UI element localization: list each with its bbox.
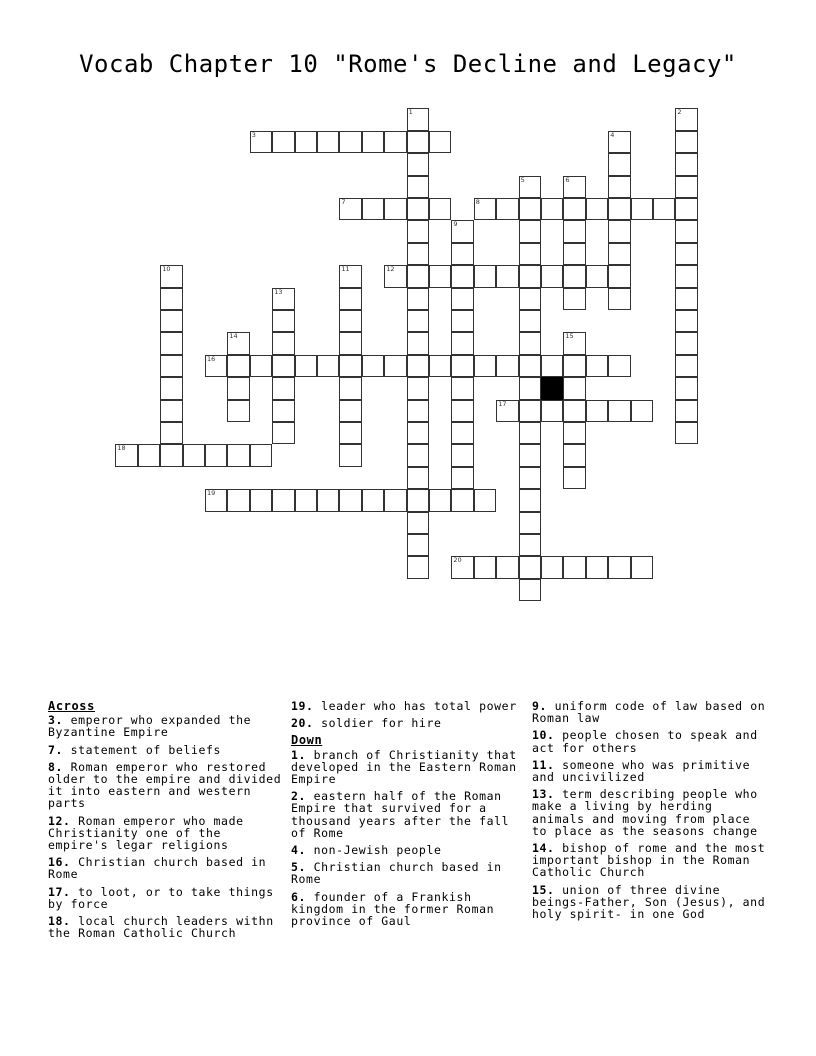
clue-across-19: 19. leader who has total power	[291, 699, 517, 713]
grid-cell[interactable]	[407, 220, 429, 242]
grid-cell[interactable]	[160, 265, 182, 287]
grid-cell[interactable]	[339, 288, 361, 310]
grid-cell[interactable]	[272, 400, 294, 422]
grid-cell[interactable]	[451, 422, 473, 444]
grid-cell[interactable]	[160, 400, 182, 422]
grid-cell[interactable]	[339, 265, 361, 287]
clue-across-20: 20. soldier for hire	[291, 716, 442, 731]
grid-cell[interactable]	[541, 556, 563, 578]
clue-down-13: 13. term describing people who make a living by herding animals and moving from place to place as the seasons change	[532, 787, 758, 838]
grid-cell[interactable]	[586, 355, 608, 377]
grid-cell[interactable]	[519, 377, 541, 399]
grid-cell[interactable]	[519, 512, 541, 534]
grid-cell[interactable]	[160, 310, 182, 332]
black-cell	[541, 377, 563, 399]
grid-cell[interactable]	[384, 265, 406, 287]
grid-cell[interactable]	[519, 534, 541, 556]
grid-cell[interactable]	[675, 288, 697, 310]
grid-cell[interactable]	[451, 220, 473, 242]
clue-number: 1	[408, 108, 413, 117]
grid-cell[interactable]	[653, 198, 675, 220]
grid-cell[interactable]	[250, 355, 272, 377]
grid-cell[interactable]	[519, 422, 541, 444]
grid-cell[interactable]	[160, 355, 182, 377]
clue-across-7: 7. statement of beliefs	[48, 742, 222, 757]
grid-cell[interactable]	[295, 355, 317, 377]
grid-cell[interactable]	[384, 355, 406, 377]
grid-cell[interactable]	[563, 355, 585, 377]
grid-cell[interactable]	[160, 288, 182, 310]
clue-across-17: 17. to loot, or to take things by force	[48, 884, 274, 911]
grid-cell[interactable]	[384, 489, 406, 511]
clue-number: 9	[453, 220, 458, 229]
grid-cell[interactable]	[519, 220, 541, 242]
grid-cell[interactable]	[675, 131, 697, 153]
grid-cell[interactable]	[407, 332, 429, 354]
page-title: Vocab Chapter 10 "Rome's Decline and Legacy"	[79, 50, 737, 78]
grid-cell[interactable]	[451, 288, 473, 310]
clue-number: 11	[341, 265, 350, 274]
grid-cell[interactable]	[519, 489, 541, 511]
clue-down-4: 4. non-Jewish people	[291, 843, 442, 858]
grid-cell[interactable]	[474, 265, 496, 287]
grid-cell[interactable]	[227, 377, 249, 399]
clue-number: 7	[341, 198, 346, 206]
clue-number: 19	[207, 489, 216, 498]
grid-cell[interactable]	[496, 265, 518, 287]
grid-cell[interactable]	[205, 355, 227, 377]
clue-down-14: 14. bishop of rome and the most important bishop in the Roman Catholic Church	[532, 841, 766, 880]
grid-cell[interactable]	[608, 220, 630, 242]
clue-down-2: 2. eastern half of the Roman Empire that survived for a thousand years after the fall of Rome	[291, 789, 510, 840]
grid-cell[interactable]	[339, 422, 361, 444]
grid-cell[interactable]	[608, 243, 630, 265]
clue-number: 6	[565, 175, 570, 184]
grid-cell[interactable]	[451, 400, 473, 422]
grid-cell[interactable]	[407, 467, 429, 489]
grid-cell[interactable]	[407, 176, 429, 198]
grid-cell[interactable]	[227, 332, 249, 354]
grid-cell[interactable]	[384, 198, 406, 220]
grid-cell[interactable]	[407, 153, 429, 175]
grid-cell[interactable]	[227, 489, 249, 511]
clue-number: 13	[274, 287, 283, 296]
grid-cell[interactable]	[675, 265, 697, 287]
grid-cell[interactable]	[339, 355, 361, 377]
grid-cell[interactable]	[272, 131, 294, 153]
grid-cell[interactable]	[451, 444, 473, 466]
clue-down-1: 1. branch of Christianity that developed in the Eastern Roman Empire	[291, 747, 517, 787]
grid-cell[interactable]	[407, 355, 429, 377]
grid-cell[interactable]	[339, 332, 361, 354]
grid-cell[interactable]	[451, 467, 473, 489]
grid-cell[interactable]	[407, 400, 429, 422]
grid-cell[interactable]	[407, 288, 429, 310]
grid-cell[interactable]	[519, 556, 541, 578]
grid-cell[interactable]	[675, 377, 697, 399]
grid-cell[interactable]	[474, 489, 496, 511]
grid-cell[interactable]	[227, 355, 249, 377]
grid-cell[interactable]	[429, 131, 451, 153]
clue-number: 17	[498, 399, 507, 408]
grid-cell[interactable]	[474, 198, 496, 220]
grid-cell[interactable]	[362, 198, 384, 220]
grid-cell[interactable]	[339, 400, 361, 422]
grid-cell[interactable]	[586, 265, 608, 287]
grid-cell[interactable]	[608, 176, 630, 198]
clue-down-9: 9. uniform code of law based on Roman law	[532, 699, 766, 726]
grid-cell[interactable]	[519, 265, 541, 287]
grid-cell[interactable]	[608, 355, 630, 377]
clue-across-3: 3. emperor who expanded the Byzantine Empire	[48, 713, 252, 740]
grid-cell[interactable]	[496, 400, 518, 422]
grid-cell[interactable]	[272, 310, 294, 332]
grid-cell[interactable]	[563, 467, 585, 489]
grid-cell[interactable]	[339, 310, 361, 332]
grid-cell[interactable]	[563, 377, 585, 399]
grid-cell[interactable]	[541, 198, 563, 220]
grid-cell[interactable]	[160, 377, 182, 399]
grid-cell[interactable]	[586, 400, 608, 422]
clue-number: 15	[565, 332, 574, 341]
grid-cell[interactable]	[407, 444, 429, 466]
clue-number: 2	[677, 108, 682, 117]
grid-cell[interactable]	[631, 556, 653, 578]
grid-cell[interactable]	[586, 198, 608, 220]
grid-cell[interactable]	[563, 265, 585, 287]
grid-cell[interactable]	[608, 153, 630, 175]
grid-cell[interactable]	[675, 176, 697, 198]
grid-cell[interactable]	[541, 400, 563, 422]
grid-cell[interactable]	[451, 556, 473, 578]
grid-cell[interactable]	[474, 556, 496, 578]
clue-number: 8	[475, 198, 480, 206]
clues-column-1	[48, 700, 286, 944]
grid-cell[interactable]	[519, 288, 541, 310]
grid-cell[interactable]	[451, 243, 473, 265]
grid-cell[interactable]	[407, 243, 429, 265]
clues-column-2	[291, 700, 529, 932]
clue-across-12: 12. Roman emperor who made Christianity one of the empire's legar religions	[48, 813, 244, 853]
grid-cell[interactable]	[541, 355, 563, 377]
grid-cell[interactable]	[407, 198, 429, 220]
clue-number: 12	[386, 265, 395, 274]
grid-cell[interactable]	[451, 310, 473, 332]
grid-cell[interactable]	[339, 131, 361, 153]
grid-cell[interactable]	[362, 355, 384, 377]
grid-cell[interactable]	[429, 489, 451, 511]
grid-cell[interactable]	[563, 444, 585, 466]
clue-down-10: 10. people chosen to speak and act for others	[532, 728, 758, 755]
grid-cell[interactable]	[675, 310, 697, 332]
grid-cell[interactable]	[519, 310, 541, 332]
grid-cell[interactable]	[541, 265, 563, 287]
grid-cell[interactable]	[563, 220, 585, 242]
grid-cell[interactable]	[317, 131, 339, 153]
clue-number: 3	[251, 130, 256, 139]
grid-cell[interactable]	[675, 220, 697, 242]
grid-cell[interactable]	[429, 265, 451, 287]
grid-cell[interactable]	[563, 176, 585, 198]
grid-cell[interactable]	[407, 131, 429, 153]
grid-cell[interactable]	[519, 243, 541, 265]
grid-cell[interactable]	[563, 243, 585, 265]
grid-cell[interactable]	[519, 400, 541, 422]
grid-cell[interactable]	[250, 131, 272, 153]
grid-cell[interactable]	[407, 556, 429, 578]
grid-cell[interactable]	[474, 355, 496, 377]
grid-cell[interactable]	[496, 355, 518, 377]
clue-down-11: 11. someone who was primitive and uncivilized	[532, 757, 751, 785]
grid-cell[interactable]	[675, 400, 697, 422]
grid-cell[interactable]	[631, 400, 653, 422]
grid-cell[interactable]	[115, 444, 137, 466]
clue-down-15: 15. union of three divine beings-Father, Son (Jesus), and holy spirit- in one God	[532, 882, 766, 922]
grid-cell[interactable]	[451, 265, 473, 287]
grid-cell[interactable]	[563, 556, 585, 578]
grid-cell[interactable]	[227, 400, 249, 422]
clue-across-18: 18. local church leaders withn the Roman Catholic Church	[48, 914, 274, 941]
grid-cell[interactable]	[608, 400, 630, 422]
clue-number: 18	[117, 444, 126, 453]
grid-cell[interactable]	[160, 332, 182, 354]
grid-cell[interactable]	[272, 332, 294, 354]
grid-cell[interactable]	[675, 355, 697, 377]
grid-cell[interactable]	[407, 489, 429, 511]
grid-cell[interactable]	[608, 198, 630, 220]
grid-cell[interactable]	[586, 556, 608, 578]
grid-cell[interactable]	[160, 444, 182, 466]
grid-cell[interactable]	[631, 198, 653, 220]
grid-cell[interactable]	[407, 422, 429, 444]
grid-cell[interactable]	[451, 332, 473, 354]
grid-cell[interactable]	[608, 288, 630, 310]
grid-cell[interactable]	[519, 579, 541, 601]
clue-down-6: 6. founder of a Frankish kingdom in the former Roman province of Gaul	[291, 889, 495, 929]
clue-number: 10	[162, 265, 171, 274]
grid-cell[interactable]	[675, 153, 697, 175]
grid-cell[interactable]	[519, 198, 541, 220]
grid-cell[interactable]	[272, 422, 294, 444]
grid-cell[interactable]	[272, 355, 294, 377]
grid-cell[interactable]	[183, 444, 205, 466]
grid-cell[interactable]	[407, 377, 429, 399]
grid-cell[interactable]	[295, 489, 317, 511]
down-header: Down	[291, 733, 323, 748]
clue-across-8: 8. Roman emperor who restored older to the empire and divided it into eastern and western parts	[48, 759, 282, 811]
grid-cell[interactable]	[138, 444, 160, 466]
grid-cell[interactable]	[407, 265, 429, 287]
clue-number: 5	[520, 175, 525, 184]
grid-cell[interactable]	[675, 332, 697, 354]
grid-cell[interactable]	[563, 332, 585, 354]
grid-cell[interactable]	[519, 467, 541, 489]
grid-cell[interactable]	[451, 489, 473, 511]
grid-cell[interactable]	[451, 377, 473, 399]
grid-cell[interactable]	[519, 332, 541, 354]
grid-cell[interactable]	[519, 444, 541, 466]
grid-cell[interactable]	[384, 131, 406, 153]
grid-cell[interactable]	[429, 198, 451, 220]
grid-cell[interactable]	[407, 512, 429, 534]
grid-cell[interactable]	[675, 243, 697, 265]
grid-cell[interactable]	[675, 422, 697, 444]
grid-cell[interactable]	[205, 444, 227, 466]
grid-cell[interactable]	[675, 198, 697, 220]
grid-cell[interactable]	[250, 444, 272, 466]
grid-cell[interactable]	[519, 176, 541, 198]
grid-cell[interactable]	[362, 131, 384, 153]
crossword-grid	[116, 109, 700, 603]
grid-cell[interactable]	[339, 489, 361, 511]
grid-cell[interactable]	[563, 400, 585, 422]
grid-cell[interactable]	[205, 489, 227, 511]
clue-number: 14	[229, 332, 238, 341]
grid-cell[interactable]	[317, 355, 339, 377]
grid-cell[interactable]	[272, 288, 294, 310]
grid-cell[interactable]	[563, 198, 585, 220]
clue-number: 4	[610, 130, 615, 139]
grid-cell[interactable]	[429, 355, 451, 377]
grid-cell[interactable]	[339, 377, 361, 399]
clue-down-5: 5. Christian church based in Rome	[291, 860, 502, 887]
grid-cell[interactable]	[317, 489, 339, 511]
across-header: Across	[48, 699, 95, 713]
grid-cell[interactable]	[407, 310, 429, 332]
grid-cell[interactable]	[295, 131, 317, 153]
grid-cell[interactable]	[339, 444, 361, 466]
grid-cell[interactable]	[675, 108, 697, 130]
clue-across-16: 16. Christian church based in Rome	[48, 855, 267, 882]
grid-cell[interactable]	[519, 355, 541, 377]
grid-cell[interactable]	[496, 198, 518, 220]
clue-number: 20	[453, 556, 462, 565]
clues-column-3	[532, 700, 770, 925]
grid-cell[interactable]	[160, 422, 182, 444]
grid-cell[interactable]	[563, 422, 585, 444]
grid-cell[interactable]	[339, 198, 361, 220]
grid-cell[interactable]	[451, 355, 473, 377]
grid-cell[interactable]	[272, 489, 294, 511]
clue-number: 16	[207, 354, 216, 363]
grid-cell[interactable]	[407, 108, 429, 130]
grid-cell[interactable]	[496, 556, 518, 578]
grid-cell[interactable]	[608, 556, 630, 578]
grid-cell[interactable]	[407, 534, 429, 556]
grid-cell[interactable]	[227, 444, 249, 466]
grid-cell[interactable]	[272, 377, 294, 399]
grid-cell[interactable]	[563, 288, 585, 310]
grid-cell[interactable]	[362, 489, 384, 511]
grid-cell[interactable]	[250, 489, 272, 511]
grid-cell[interactable]	[608, 131, 630, 153]
grid-cell[interactable]	[608, 265, 630, 287]
